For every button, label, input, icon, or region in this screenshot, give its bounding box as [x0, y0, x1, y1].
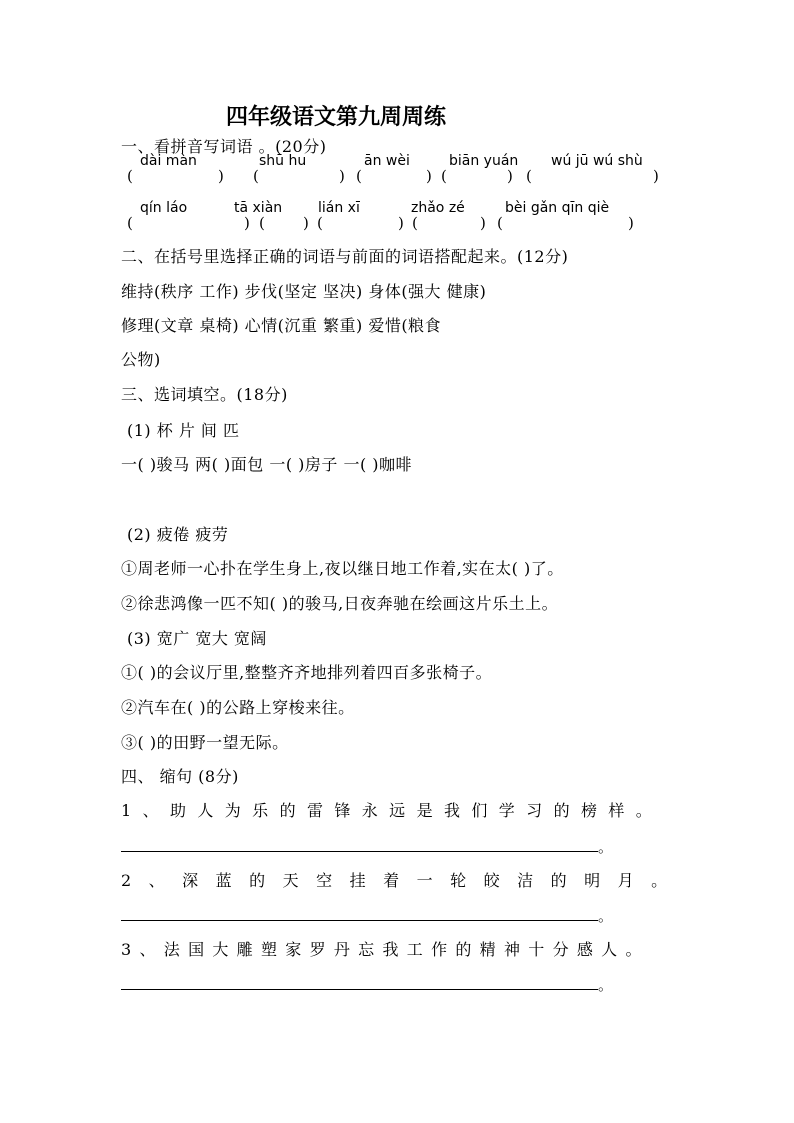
section3-q1-words: (1) 杯 片 间 匹	[127, 421, 240, 440]
section3-q2-sentence1: ①周老师一心扑在学生身上,夜以继日地工作着,实在太( )了。	[121, 559, 564, 578]
pinyin-wujuwushu: wú jū wú shù	[551, 153, 643, 169]
answer-line-3-end: 。	[598, 976, 614, 994]
answer-bracket-close: )	[398, 214, 404, 232]
pinyin-beiganqinqie: bèi gǎn qīn qiè	[505, 200, 610, 216]
answer-bracket-close: )	[507, 167, 513, 185]
answer-bracket-close: )	[653, 167, 659, 185]
section3-q3-sentence3: ③( )的田野一望无际。	[121, 733, 289, 752]
answer-bracket-open: (	[253, 167, 259, 185]
section3-q3-words: (3) 宽广 宽大 宽阔	[127, 629, 267, 648]
section2-line1: 维持(秩序 工作) 步伐(坚定 坚决) 身体(强大 健康)	[121, 282, 487, 301]
answer-line-3[interactable]	[121, 989, 598, 990]
section4-heading: 四、 缩句 (8分)	[121, 767, 239, 786]
section3-q1-line: 一( )骏马 两( )面包 一( )房子 一( )咖啡	[121, 455, 413, 474]
answer-bracket-close: )	[218, 167, 224, 185]
pinyin-anwei: ān wèi	[364, 153, 410, 169]
answer-bracket-open: (	[497, 214, 503, 232]
section4-sentence2: 2、深蓝的天空挂着一轮皎洁的明月。	[121, 871, 685, 890]
answer-bracket-close: )	[339, 167, 345, 185]
answer-line-2-end: 。	[598, 907, 614, 925]
answer-bracket-close: )	[628, 214, 634, 232]
answer-line-1[interactable]	[121, 851, 598, 852]
answer-line-1-end: 。	[598, 838, 614, 856]
answer-bracket-open: (	[127, 214, 133, 232]
pinyin-lianxi: lián xī	[318, 200, 360, 216]
section3-q3-sentence1: ①( )的会议厅里,整整齐齐地排列着四百多张椅子。	[121, 663, 493, 682]
pinyin-qinlao: qín láo	[140, 200, 188, 216]
answer-bracket-close: )	[426, 167, 432, 185]
section2-heading: 二、在括号里选择正确的词语与前面的词语搭配起来。(12分)	[121, 247, 569, 266]
answer-bracket-close: )	[303, 214, 309, 232]
section2-line3: 公物)	[121, 350, 161, 369]
section3-q2-sentence2: ②徐悲鸿像一匹不知( )的骏马,日夜奔驰在绘画这片乐土上。	[121, 594, 559, 613]
pinyin-taxian: tā xiàn	[234, 200, 283, 216]
section4-sentence3: 3、法国大雕塑家罗丹忘我工作的精神十分感人。	[121, 940, 650, 959]
worksheet-title: 四年级语文第九周周练	[226, 104, 447, 130]
answer-bracket-open: (	[127, 167, 133, 185]
answer-bracket-open: (	[317, 214, 323, 232]
pinyin-shuhu: shū hu	[259, 153, 307, 169]
section3-q2-words: (2) 疲倦 疲劳	[127, 525, 229, 544]
section2-line2: 修理(文章 桌椅) 心情(沉重 繁重) 爱惜(粮食	[121, 316, 442, 335]
section1-heading: 一、看拼音写词语 。(20分)	[121, 137, 327, 156]
answer-bracket-close: )	[244, 214, 250, 232]
pinyin-bianyuan: biān yuán	[449, 153, 519, 169]
section3-q3-sentence2: ②汽车在( )的公路上穿梭来往。	[121, 698, 355, 717]
pinyin-daiman: dài màn	[140, 153, 197, 169]
answer-bracket-open: (	[526, 167, 532, 185]
section4-sentence1: 1、助人为乐的雷锋永远是我们学习的榜样。	[121, 801, 664, 820]
pinyin-zhaoze: zhǎo zé	[411, 200, 465, 216]
answer-bracket-open: (	[259, 214, 265, 232]
answer-bracket-close: )	[480, 214, 486, 232]
answer-line-2[interactable]	[121, 920, 598, 921]
answer-bracket-open: (	[412, 214, 418, 232]
answer-bracket-open: (	[356, 167, 362, 185]
section3-heading: 三、选词填空。(18分)	[121, 385, 288, 404]
answer-bracket-open: (	[441, 167, 447, 185]
